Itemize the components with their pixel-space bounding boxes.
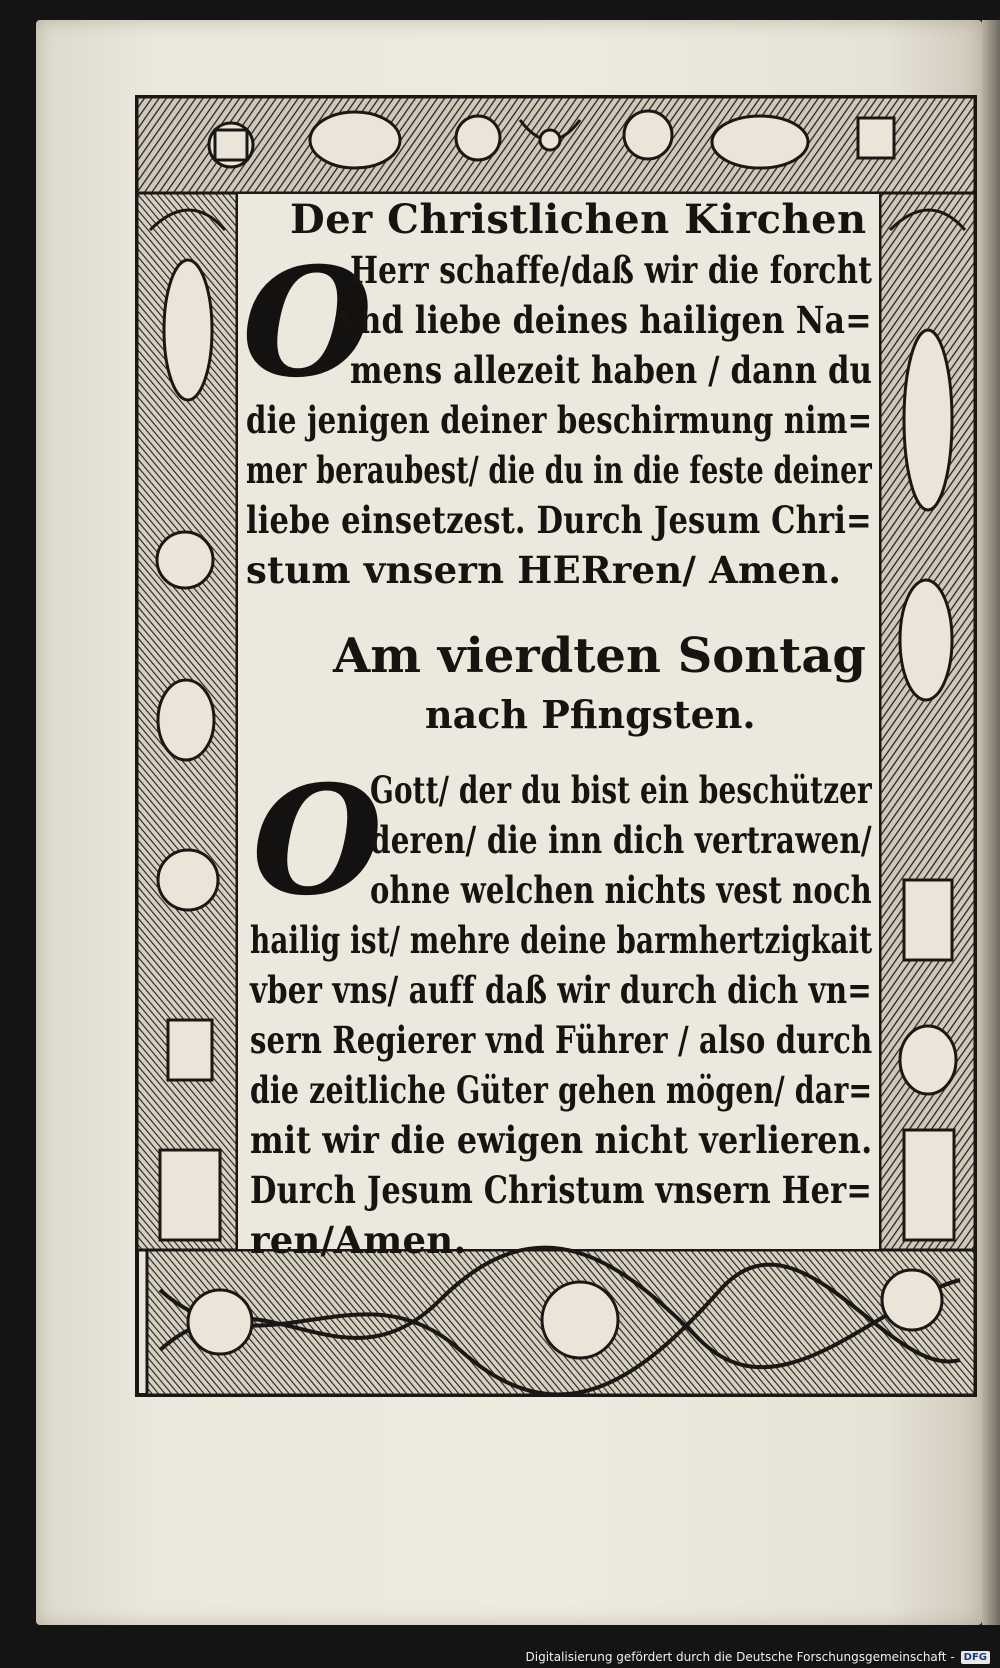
prayer1-line: die jenigen deiner beschirmung nim= bbox=[246, 398, 873, 442]
prayer1-line: liebe einsetzest. Durch Jesum Chri= bbox=[246, 498, 872, 542]
dfg-logo: DFG bbox=[961, 1651, 990, 1664]
prayer1-line: stum vnsern HERren/ Amen. bbox=[246, 548, 842, 592]
prayer1-line: mens allezeit haben / dann du bbox=[350, 348, 873, 392]
section-subtitle: nach Pfingsten. bbox=[425, 692, 756, 737]
initial-o-prayer1: O bbox=[242, 235, 373, 411]
prayer2-line: deren/ die inn dich vertrawen/ bbox=[370, 818, 872, 862]
prayer2-line: Gott/ der du bist ein beschützer bbox=[370, 768, 872, 812]
prayer2-line: sern Regierer vnd Führer / also durch bbox=[250, 1018, 873, 1062]
prayer1-line: mer beraubest/ die du in die feste deiner bbox=[246, 448, 872, 492]
prayer2-line: ren/Amen. bbox=[250, 1218, 467, 1262]
prayer2-line: die zeitliche Güter gehen mögen/ dar= bbox=[250, 1068, 873, 1112]
prayer2-line: hailig ist/ mehre deine barmhertzigkait bbox=[250, 918, 873, 962]
prayer1-line: Herr schaffe/daß wir die forcht bbox=[350, 248, 873, 292]
prayer2-line: Durch Jesum Christum vnsern Her= bbox=[250, 1168, 873, 1212]
credit-text: Digitalisierung gefördert durch die Deutsche Forschungsgemeinschaft - bbox=[525, 1650, 955, 1664]
prayer2-line: ohne welchen nichts vest noch bbox=[370, 868, 872, 912]
running-head: Der Christlichen Kirchen bbox=[290, 196, 867, 243]
initial-o-prayer2: O bbox=[252, 753, 383, 929]
digitization-credit bbox=[526, 1650, 991, 1664]
prayer2-line: mit wir die ewigen nicht verlieren. bbox=[250, 1118, 873, 1162]
prayer1-line: vnd liebe deines hailigen Na= bbox=[340, 298, 872, 342]
prayer2-line: vber vns/ auff daß wir durch dich vn= bbox=[250, 968, 872, 1012]
section-title: Am vierdten Sontag bbox=[333, 628, 866, 684]
